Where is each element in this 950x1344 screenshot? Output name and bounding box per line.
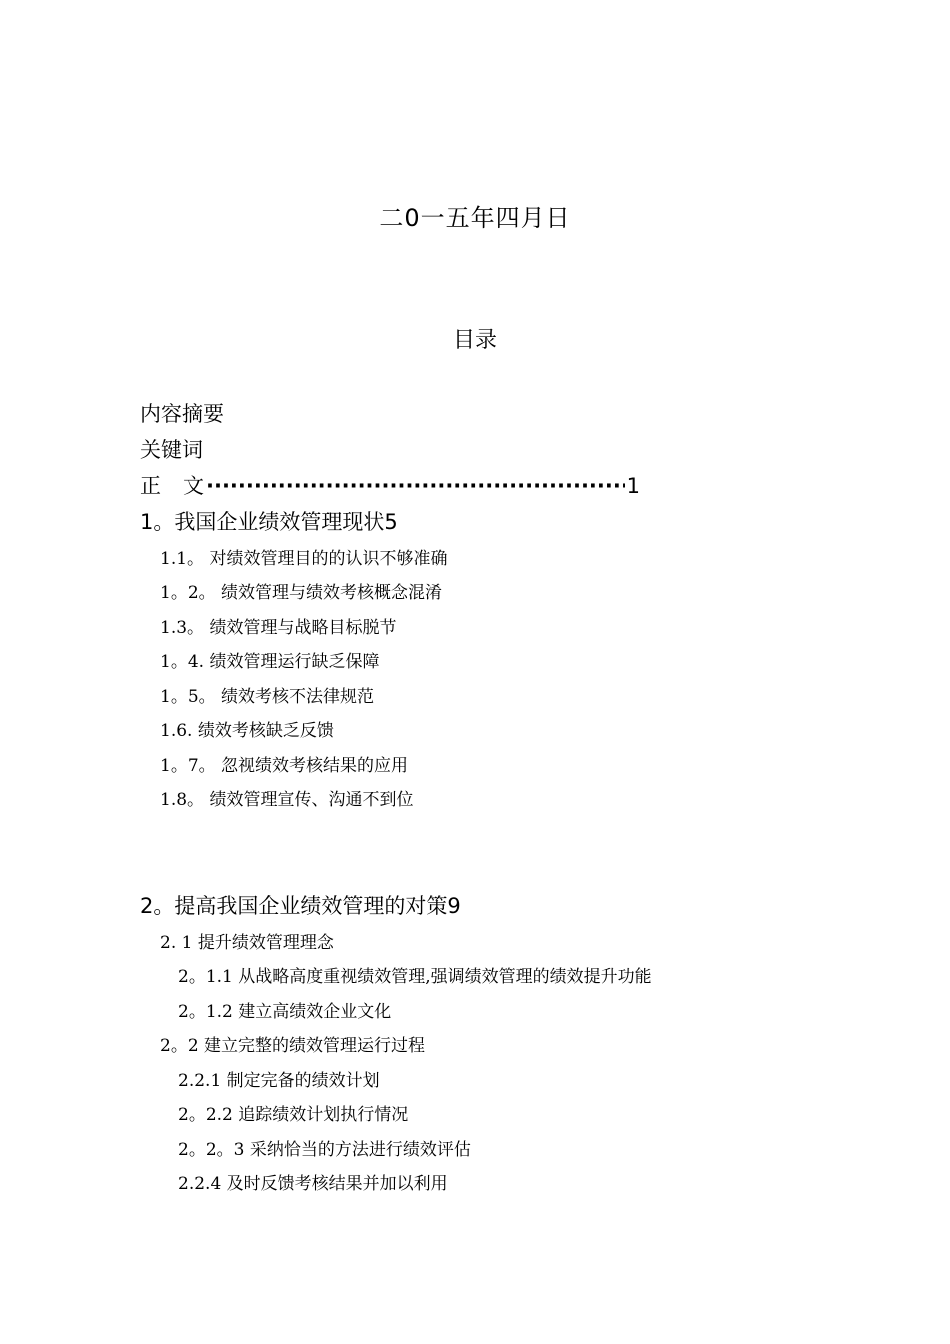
toc-item-2-2: 2。2 建立完整的绩效管理运行过程 bbox=[160, 1036, 426, 1056]
toc-item-2-2-3: 2。2。3 采纳恰当的方法进行绩效评估 bbox=[178, 1140, 471, 1160]
toc-entry-abstract: 内容摘要 bbox=[140, 402, 224, 426]
body-label-second-char: 文 bbox=[183, 474, 204, 498]
toc-item-2-2-2: 2。2.2 追踪绩效计划执行情况 bbox=[178, 1105, 409, 1125]
toc-entry-body-text bbox=[140, 470, 640, 500]
toc-item-1-6: 1.6. 绩效考核缺乏反馈 bbox=[160, 721, 334, 741]
toc-item-1-7: 1。7。 忽视绩效考核结果的应用 bbox=[160, 756, 409, 776]
dot-leader bbox=[206, 474, 625, 498]
section1-heading: 1。我国企业绩效管理现状5 bbox=[140, 510, 398, 534]
body-page-number: 1 bbox=[626, 474, 640, 498]
toc-item-2-2-1: 2.2.1 制定完备的绩效计划 bbox=[178, 1071, 380, 1091]
toc-item-1-3: 1.3。 绩效管理与战略目标脱节 bbox=[160, 618, 397, 638]
toc-item-2-1-1: 2。1.1 从战略高度重视绩效管理,强调绩效管理的绩效提升功能 bbox=[178, 967, 652, 987]
toc-item-2-2-4: 2.2.4 及时反馈考核结果并加以利用 bbox=[178, 1174, 448, 1194]
toc-item-1-4: 1。4. 绩效管理运行缺乏保障 bbox=[160, 652, 380, 672]
toc-item-1-8: 1.8。 绩效管理宣传、沟通不到位 bbox=[160, 790, 414, 810]
toc-item-1-5: 1。5。 绩效考核不法律规范 bbox=[160, 687, 375, 707]
toc-item-2-1: 2. 1 提升绩效管理理念 bbox=[160, 933, 334, 953]
body-label-first-char: 正 bbox=[140, 474, 161, 498]
toc-title: 目录 bbox=[452, 328, 497, 353]
toc-item-2-1-2: 2。1.2 建立高绩效企业文化 bbox=[178, 1002, 392, 1022]
toc-item-1-2: 1。2。 绩效管理与绩效考核概念混淆 bbox=[160, 583, 443, 603]
date-line: 二0一五年四月日 bbox=[379, 204, 571, 232]
section2-heading: 2。提高我国企业绩效管理的对策9 bbox=[140, 894, 461, 918]
toc-entry-keywords: 关键词 bbox=[140, 438, 203, 462]
toc-item-1-1: 1.1。 对绩效管理目的的认识不够准确 bbox=[160, 549, 448, 569]
